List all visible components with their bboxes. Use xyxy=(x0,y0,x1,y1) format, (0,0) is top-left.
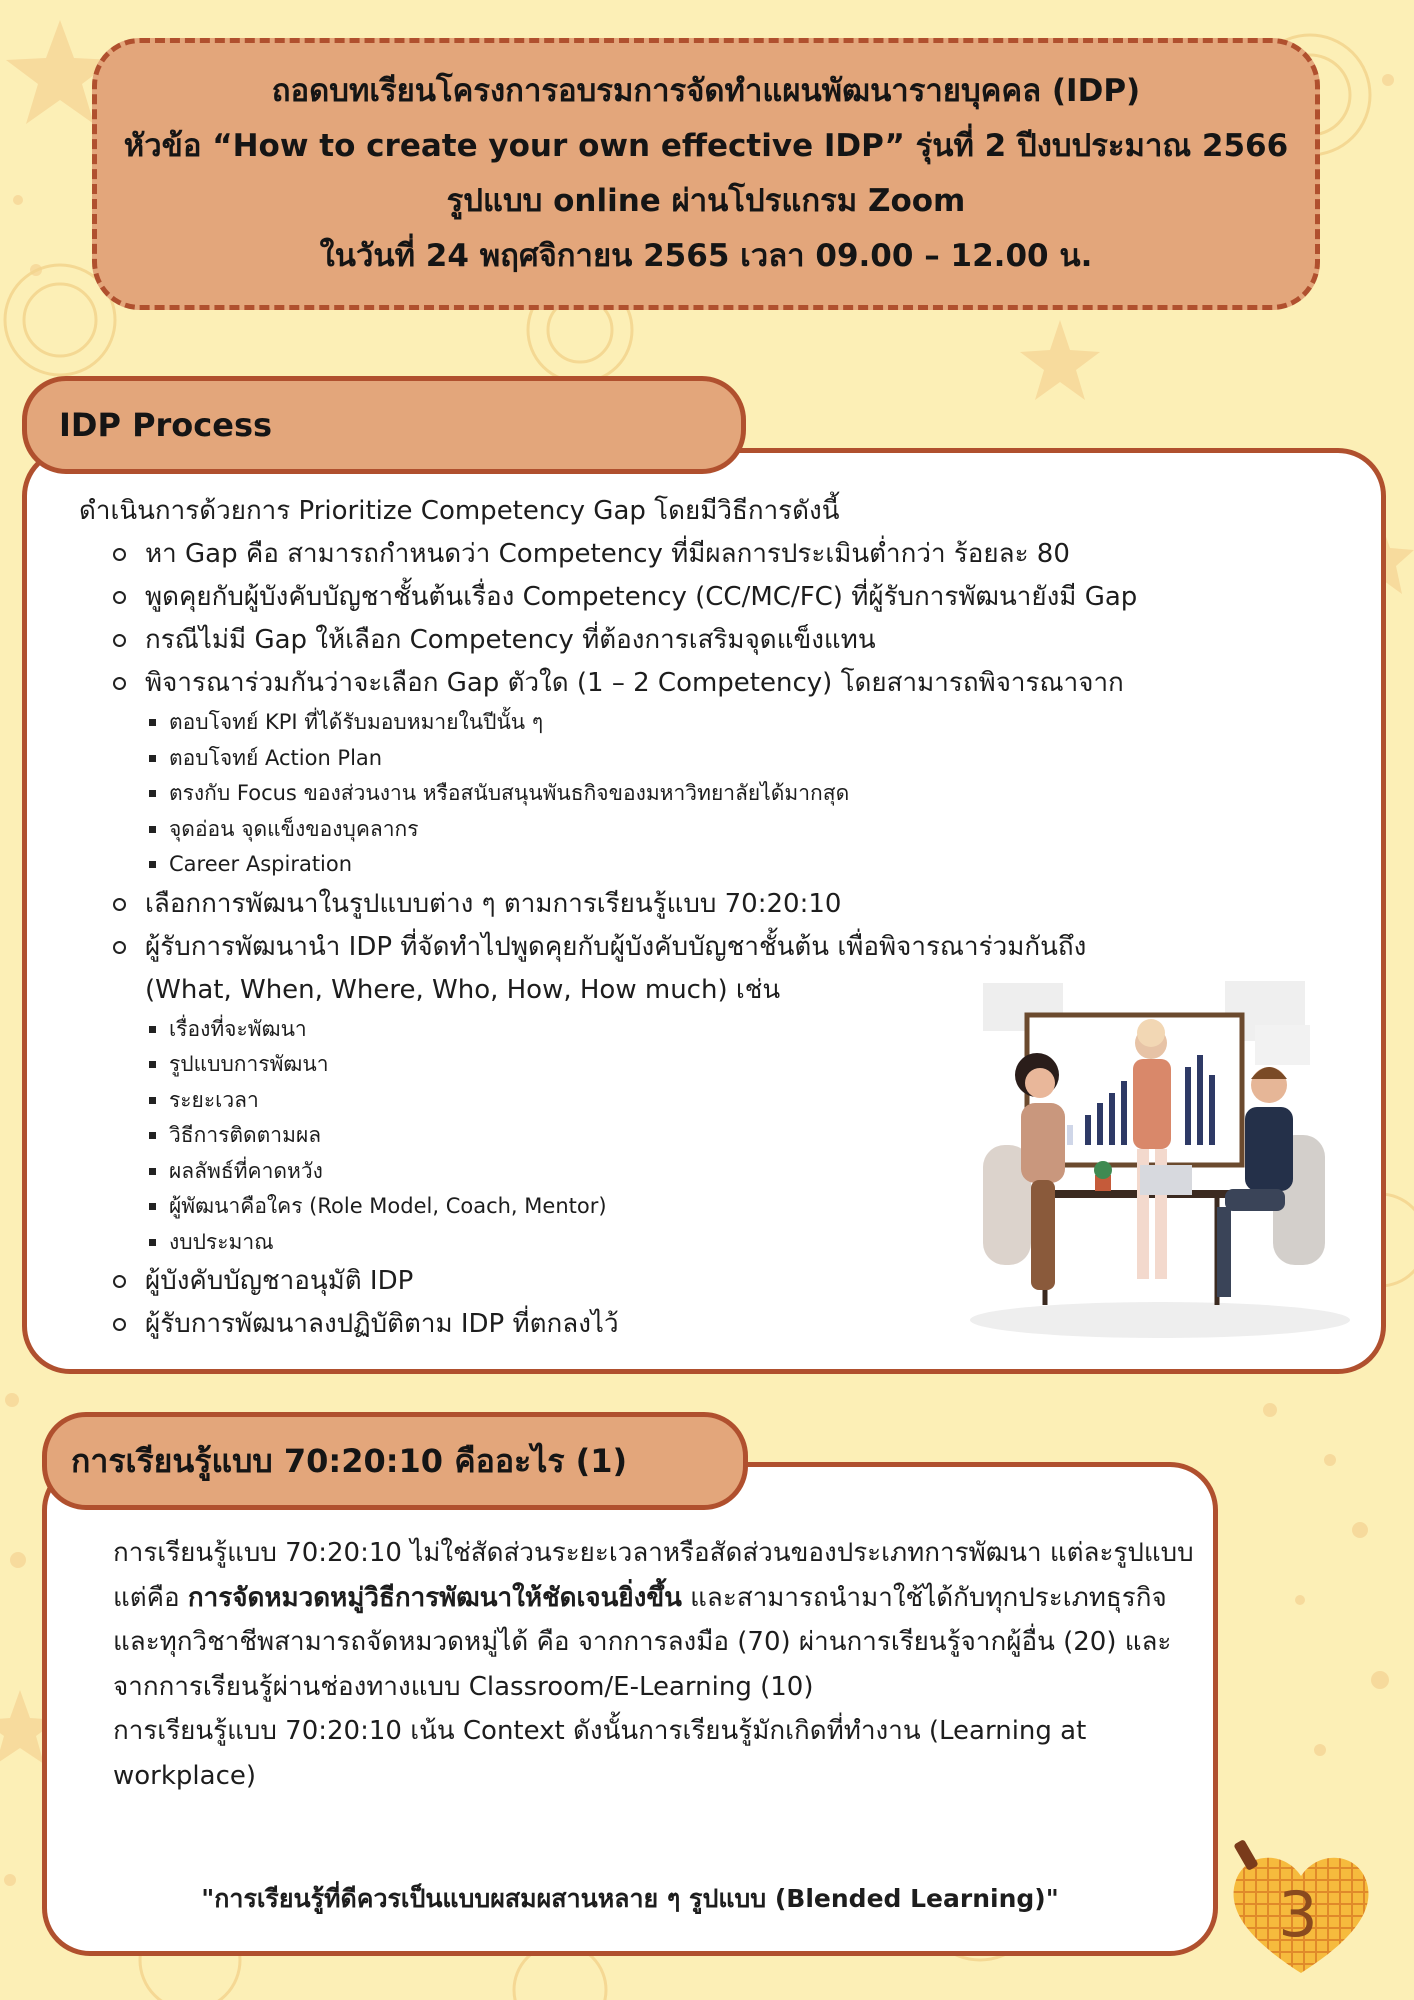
list-item: วิธีการติดตามผล xyxy=(79,1118,1369,1154)
blended-learning-quote: "การเรียนรู้ที่ดีควรเป็นแบบผสมผสานหลาย ๆ รูปแบบ (Blended Learning)" xyxy=(201,1884,1059,1913)
list-item: กรณีไม่มี Gap ให้เลือก Competency ที่ต้องการเสริมจุดแข็งแทน xyxy=(79,619,1369,662)
idp-steps-b xyxy=(79,883,1369,969)
list-item: ตอบโจทย์ Action Plan xyxy=(79,741,1369,777)
list-item: ระยะเวลา xyxy=(79,1083,1369,1119)
list-item: เลือกการพัฒนาในรูปแบบต่าง ๆ ตามการเรียนรู้แบบ 70:20:10 xyxy=(79,883,1369,926)
idp-steps-a xyxy=(79,533,1369,705)
header-topic: หัวข้อ “How to create your own effective IDP” รุ่นที่ 2 ปีงบประมาณ 2566 xyxy=(123,128,1289,164)
page-number-badge xyxy=(1226,1838,1376,1978)
section-title-idp-process xyxy=(22,376,746,474)
list-item: ตรงกับ Focus ของส่วนงาน หรือสนับสนุนพันธกิจของมหาวิทยาลัยได้มากสุด xyxy=(79,776,1369,812)
learning-702010-panel xyxy=(42,1462,1218,1956)
list-item: พิจารณาร่วมกันว่าจะเลือก Gap ตัวใด (1 – 2 Competency) โดยสามารถพิจารณาจาก xyxy=(79,662,1369,705)
list-item: ผู้รับการพัฒนาลงปฏิบัติตาม IDP ที่ตกลงไว้ xyxy=(79,1303,1369,1346)
section-title-text: การเรียนรู้แบบ 70:20:10 คืออะไร (1) xyxy=(71,1441,628,1480)
idp-intro: ดำเนินการด้วยการ Prioritize Competency Gap โดยมีวิธีการดังนี้ xyxy=(79,496,840,526)
list-item: ผู้พัฒนาคือใคร (Role Model, Coach, Mentor) xyxy=(79,1189,1369,1225)
list-item: ตอบโจทย์ KPI ที่ได้รับมอบหมายในปีนั้น ๆ xyxy=(79,705,1369,741)
list-item: จุดอ่อน จุดแข็งของบุคลากร xyxy=(79,812,1369,848)
header-format: รูปแบบ online ผ่านโปรแกรม Zoom xyxy=(446,183,966,219)
header-date: ในวันที่ 24 พฤศจิกายน 2565 เวลา 09.00 – 12.00 น. xyxy=(319,238,1093,274)
list-item: ผู้รับการพัฒนานำ IDP ที่จัดทำไปพูดคุยกับผู้บังคับบัญชาชั้นต้น เพื่อพิจารณาร่วมกันถึง xyxy=(79,926,1369,969)
list-item: ผู้บังคับบัญชาอนุมัติ IDP xyxy=(79,1260,1369,1303)
team-meeting-illustration xyxy=(955,975,1355,1345)
list-item: งบประมาณ xyxy=(79,1225,1369,1261)
header-banner xyxy=(92,38,1320,310)
section-title-text: IDP Process xyxy=(59,406,273,444)
list-item: พูดคุยกับผู้บังคับบัญชาชั้นต้นเรื่อง Competency (CC/MC/FC) ที่ผู้รับการพัฒนายังมี Gap xyxy=(79,576,1369,619)
page-number: 3 xyxy=(1278,1878,1318,1951)
list-item: รูปแบบการพัฒนา xyxy=(79,1047,1369,1083)
list-item-continuation: (What, When, Where, Who, How, How much) เช่น xyxy=(145,974,781,1005)
list-item: Career Aspiration xyxy=(79,847,1369,883)
list-item: หา Gap คือ สามารถกำหนดว่า Competency ที่มีผลการประเมินต่ำกว่า ร้อยละ 80 xyxy=(79,533,1369,576)
section-title-702010 xyxy=(42,1412,748,1510)
header-title: ถอดบทเรียนโครงการอบรมการจัดทำแผนพัฒนารายบุคคล (IDP) xyxy=(271,73,1141,109)
paragraph-1-emphasis: การจัดหมวดหมู่วิธีการพัฒนาให้ชัดเจนยิ่งขึ้น xyxy=(187,1582,682,1613)
list-item: เรื่องที่จะพัฒนา xyxy=(79,1012,1369,1048)
paragraph-1 xyxy=(75,1531,1195,1709)
paragraph-1-text: การเรียนรู้แบบ 70:20:10 ไม่ใช่สัดส่วนระยะเวลาหรือสัดส่วนของประเภทการพัฒนา แต่ละรูปแบบ แต่คือ xyxy=(113,1538,1194,1613)
paragraph-2: การเรียนรู้แบบ 70:20:10 เน้น Context ดังนั้นการเรียนรู้มักเกิดที่ทำงาน (Learning at workplace) xyxy=(113,1716,1087,1791)
gap-criteria-list xyxy=(79,705,1369,883)
learning-702010-content xyxy=(75,1531,1195,1798)
list-item: ผลลัพธ์ที่คาดหวัง xyxy=(79,1154,1369,1190)
paragraph-1-text-end: และสามารถนำมาใช้ได้กับทุกประเภทธุรกิจ และทุกวิชาชีพสามารถจัดหมวดหมู่ได้ คือ จากการลงมือ (70) ผ่านการเรียนรู้จากผู้อื่น (20) และจากการเรียนรู้ผ่านช่องทางแบบ Classroom/E-Learning (10) xyxy=(113,1582,1172,1702)
